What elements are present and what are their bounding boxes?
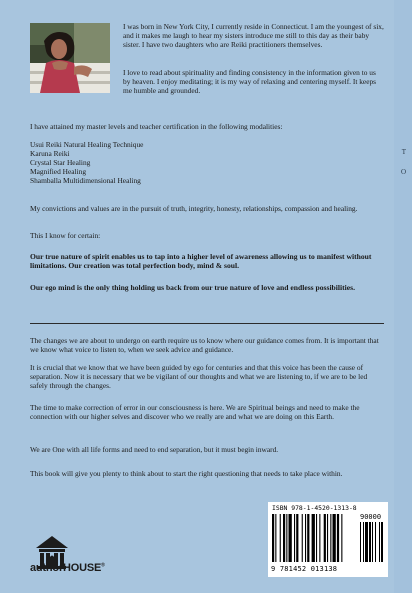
spine-edge	[394, 0, 412, 593]
bio-paragraph-4: My convictions and values are in the pursuit of truth, integrity, honesty, relationships, compassion and healing.	[30, 204, 358, 213]
barcode-bar	[312, 514, 315, 562]
modality-item: Crystal Star Healing	[30, 158, 91, 167]
author-portrait-image	[30, 23, 110, 93]
barcode-bar	[333, 514, 336, 562]
barcode-bar	[302, 514, 303, 562]
price-code: 90000	[360, 513, 382, 521]
barcode-bar	[316, 514, 317, 562]
publisher-name	[30, 562, 105, 574]
blurb-paragraph-2: It is crucial that we know that we have been guided by ego for centuries and that this voice has been the cause of separation. Now it is necessary that we be vigilant of our thoughts and what we are listening to, if we are to be led safely through the changes.	[30, 363, 368, 391]
blurb-paragraph-4: We are One with all life forms and need to end separation, but it must begin inward.	[30, 445, 279, 454]
publisher-name-part1: author	[30, 562, 64, 574]
barcode-bar	[283, 514, 285, 562]
modality-item: Usui Reiki Natural Healing Technique	[30, 140, 144, 149]
modality-item: Shamballa Multidimensional Healing	[30, 176, 141, 185]
barcode-bar	[327, 514, 328, 562]
bio-paragraph-3: I have attained my master levels and teacher certification in the following modalities:	[30, 122, 283, 131]
barcode-bar	[375, 522, 376, 562]
modalities-list	[30, 140, 385, 185]
barcode-bar	[330, 514, 331, 562]
spine-glyph: T	[401, 148, 406, 156]
barcode-bar	[272, 514, 274, 562]
barcode-bar	[365, 522, 368, 562]
barcode-bar	[360, 522, 361, 562]
barcode-bar	[372, 522, 373, 562]
bold-statement-2: Our ego mind is the only thing holding us back from our true nature of love and endless possibilities.	[30, 283, 355, 292]
barcode-bar	[307, 514, 309, 562]
barcode-bar	[341, 514, 342, 562]
barcode-digits: 9 781452 013138	[271, 565, 338, 573]
blurb-paragraph-3: The time to make correction of error in our consciousness is here. We are Spiritual beings and need to make the connection with our higher selves and discover who we really are and what we are doing on this Earth.	[30, 403, 360, 422]
barcode-bar	[363, 522, 364, 562]
bio-paragraph-2: I love to read about spirituality and finding consistency in the information given to us by heaven. I enjoy meditating; it is my way of relaxing and centering myself. It keeps me humble and grounded.	[123, 68, 377, 96]
barcode-bar	[275, 514, 276, 562]
isbn-label: ISBN 978-1-4520-1313-8	[272, 504, 357, 512]
barcode-bar	[324, 514, 326, 562]
blurb-paragraph-5: This book will give you plenty to think about to start the right questioning that needs to take place within.	[30, 469, 343, 478]
modality-item: Magnified Healing	[30, 167, 87, 176]
barcode-bar	[379, 522, 380, 562]
barcode-bar	[280, 514, 281, 562]
barcode-bar	[294, 514, 295, 562]
barcode-bar	[289, 514, 292, 562]
bold-statement-1: Our true nature of spirit enables us to tap into a higher level of awareness allowing us to manifest without limitations. Our creation was total perfection body, mind & soul.	[30, 252, 372, 271]
barcode-bar	[305, 514, 306, 562]
bio-paragraph-5: This I know for certain:	[30, 231, 101, 240]
barcode-bar	[381, 522, 383, 562]
barcode-bar	[369, 522, 371, 562]
publisher-trademark: ®	[101, 562, 105, 569]
bio-paragraph-1: I was born in New York City, I currently reside in Connecticut. I am the youngest of six, and it makes me laugh to hear my sisters introduce me still to this day as their baby sister. I have two daughters who are Reiki practitioners themselves.	[123, 22, 384, 50]
publisher-name-part2: HOUSE	[63, 562, 102, 574]
barcode-bar	[319, 514, 320, 562]
section-divider	[30, 323, 384, 324]
blurb-paragraph-1: The changes we are about to undergo on earth require us to know where our guidance comes from. It is important that we know what voice to listen to, when we seek advice and guidance.	[30, 336, 379, 355]
modality-item: Karuna Reiki	[30, 149, 70, 158]
barcode-bar	[296, 514, 298, 562]
barcode-bar	[337, 514, 339, 562]
author-photo	[30, 23, 110, 93]
barcode-bar	[286, 514, 287, 562]
spine-glyph: O	[400, 168, 406, 176]
